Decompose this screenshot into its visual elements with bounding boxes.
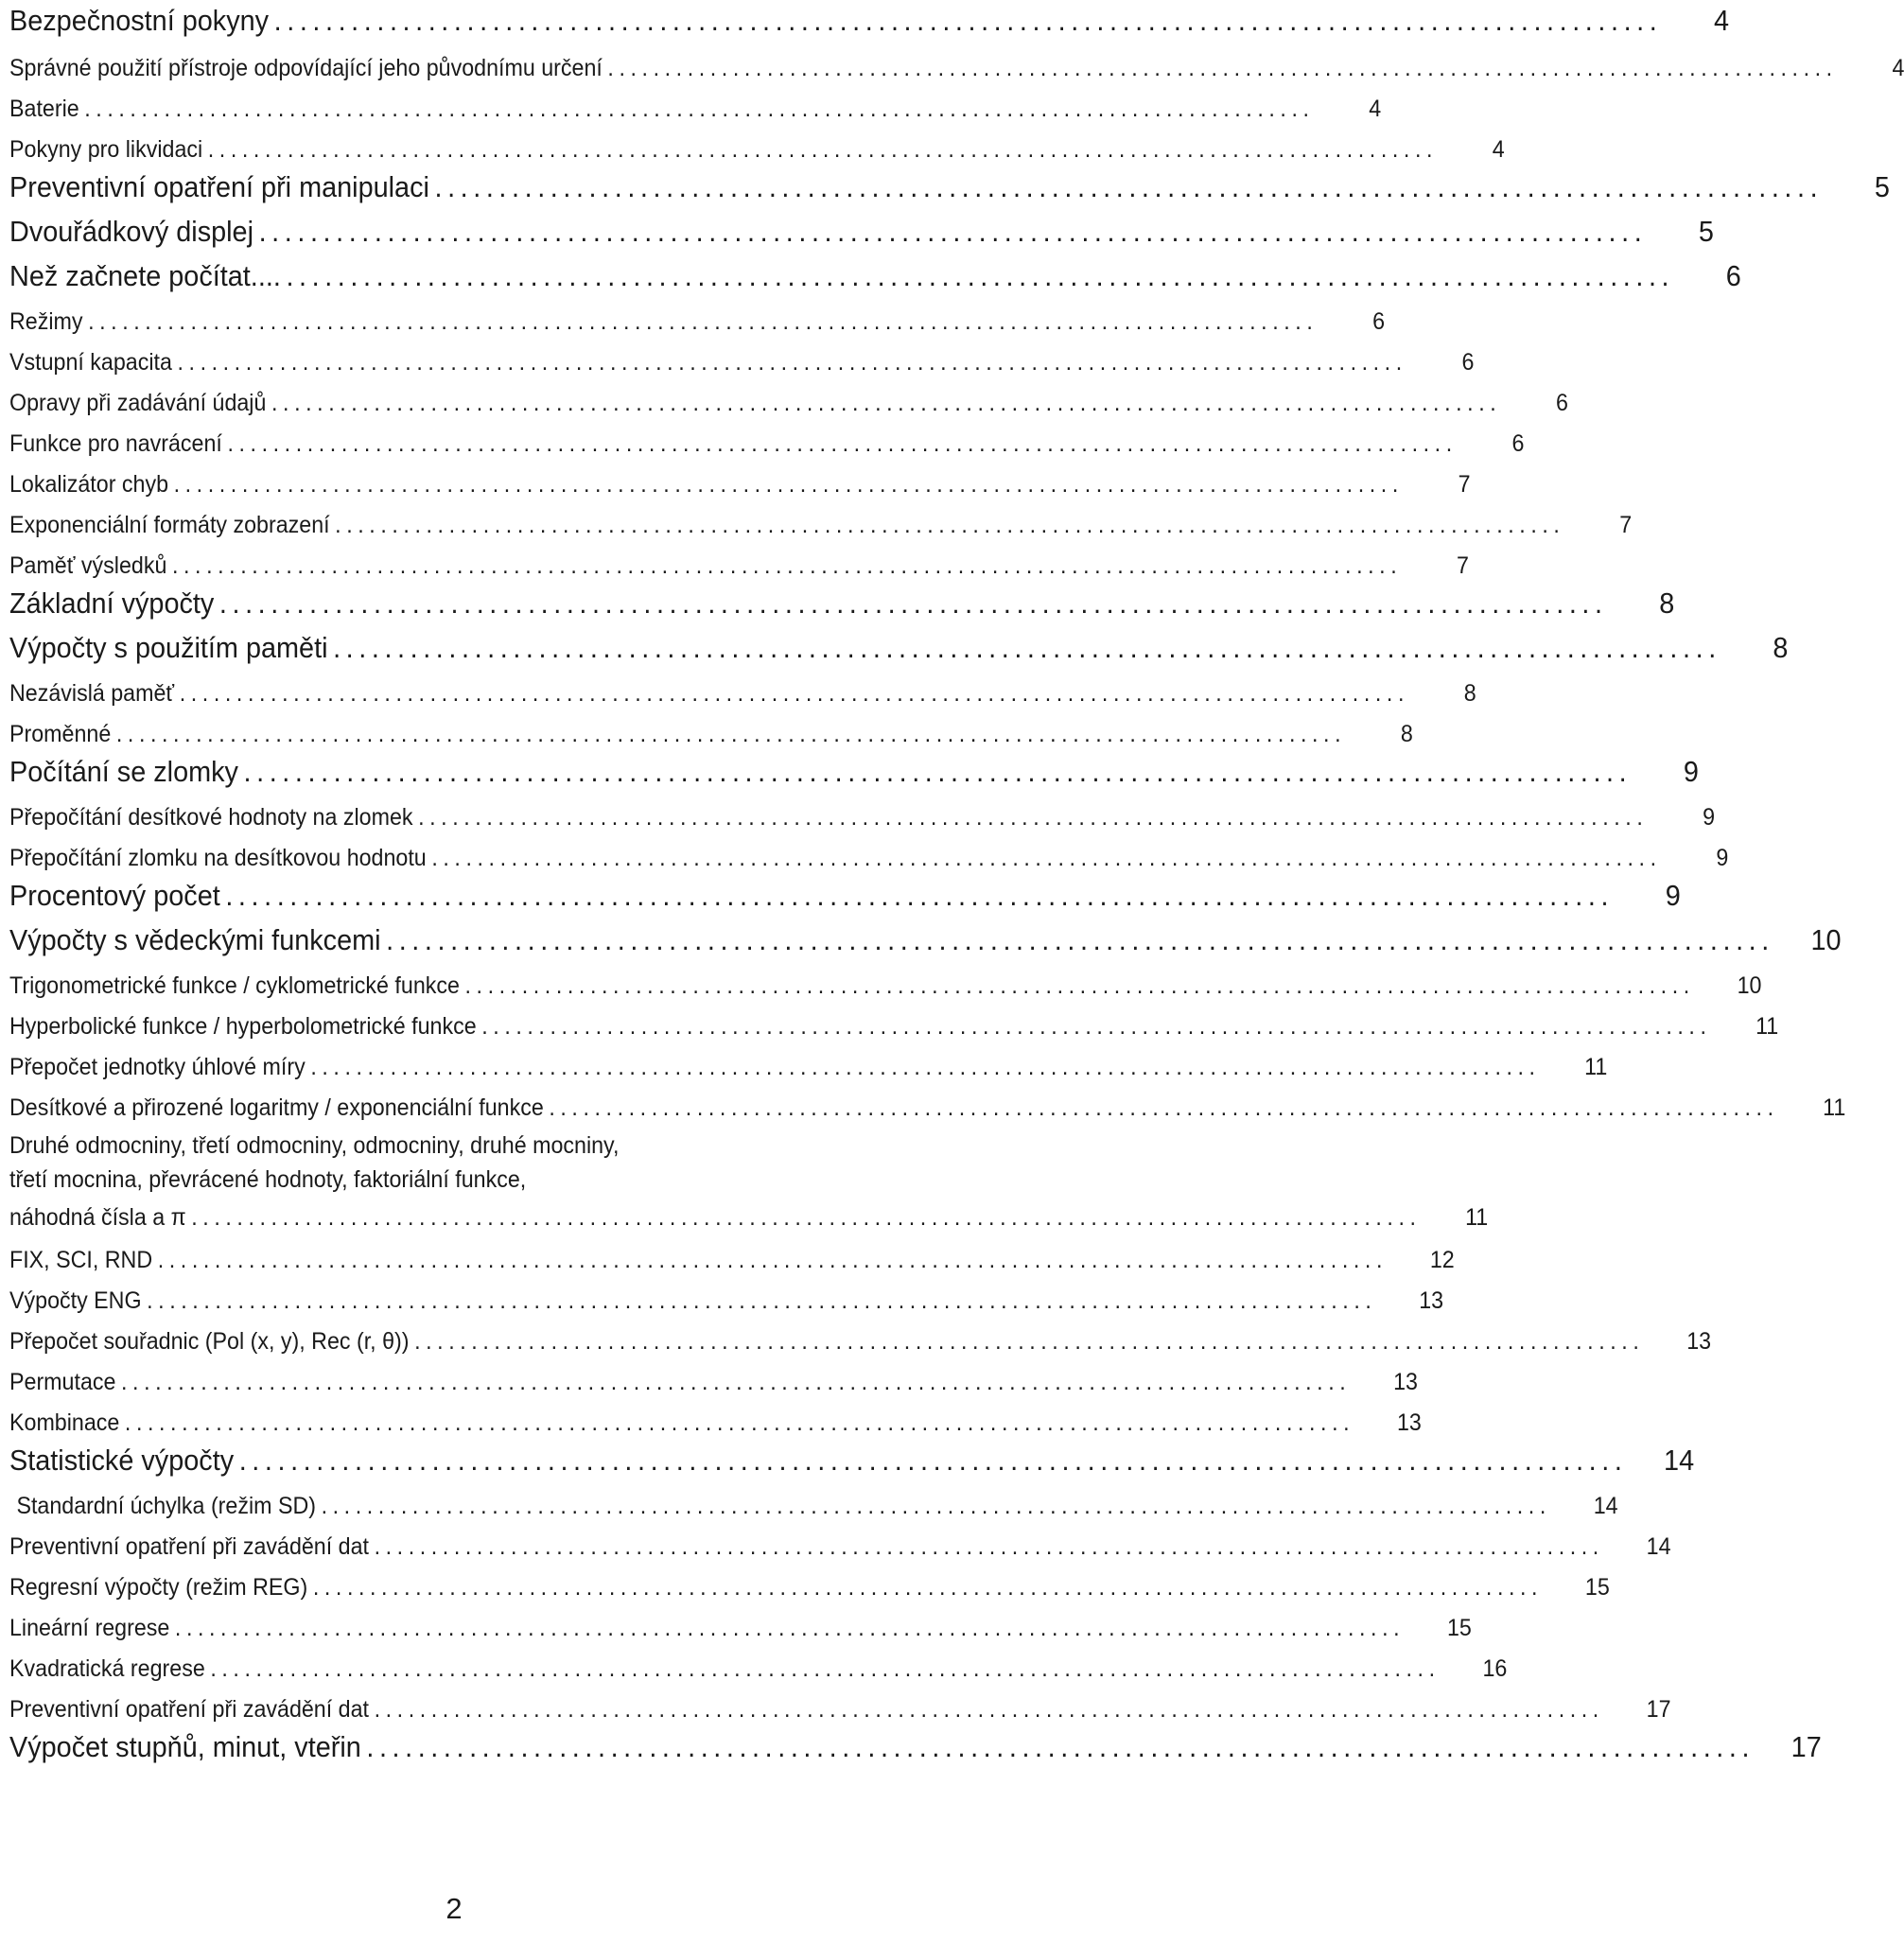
toc-entry-title: Nezávislá paměť bbox=[9, 680, 175, 707]
toc-entry-leader: ............................................................................................................ bbox=[225, 879, 1615, 912]
toc-entry-leader: ............................................................................................................ bbox=[310, 1054, 1541, 1080]
toc-entry-title: Preventivní opatření při zavádění dat bbox=[9, 1696, 369, 1723]
toc-entry-page: 13 bbox=[1419, 1287, 1444, 1314]
toc-entry-title: Pokyny pro likvidaci bbox=[9, 136, 203, 163]
toc-entry-leader: ............................................................................................................ bbox=[333, 631, 1721, 664]
toc-entry bbox=[9, 85, 1382, 123]
toc-entry-title: Hyperbolické funkce / hyperbolometrické funkce bbox=[9, 1013, 477, 1040]
toc-entry-page: 15 bbox=[1584, 1574, 1610, 1601]
toc-entry-page: 8 bbox=[1463, 680, 1476, 707]
toc-entry bbox=[9, 126, 1505, 164]
toc-entry-leader: ............................................................................................................ bbox=[174, 1615, 1406, 1641]
toc-entry bbox=[9, 1358, 1418, 1396]
toc-entry-leader: ............................................................................................................ bbox=[312, 1574, 1544, 1601]
toc-entry-page: 6 bbox=[1511, 430, 1525, 457]
toc-entry-page: 8 bbox=[1659, 586, 1675, 620]
toc-entry-leader: ............................................................................................................ bbox=[366, 1730, 1756, 1763]
toc-entry-page: 12 bbox=[1429, 1247, 1455, 1273]
toc-entry bbox=[9, 1318, 1712, 1356]
toc-entry bbox=[9, 751, 1699, 789]
toc-entry-leader: ............................................................................................................ bbox=[386, 923, 1774, 956]
toc-entry-leader: ............................................................................................................ bbox=[157, 1247, 1389, 1273]
toc-entry-page: 5 bbox=[1698, 215, 1714, 248]
toc-entry-leader: ............................................................................................................ bbox=[173, 471, 1404, 498]
toc-entry bbox=[9, 211, 1714, 249]
toc-entry-multiline bbox=[9, 1129, 824, 1197]
toc-entry bbox=[9, 1645, 1508, 1683]
toc-entry-title: Permutace bbox=[9, 1369, 116, 1395]
toc-entry-leader: ............................................................................................................ bbox=[191, 1204, 1422, 1231]
toc-entry-page: 4 bbox=[1369, 96, 1382, 122]
toc-entry-title: Preventivní opatření při zavádění dat bbox=[9, 1533, 369, 1560]
toc-entry bbox=[9, 298, 1386, 336]
toc-entry-title: Lokalizátor chyb bbox=[9, 471, 169, 498]
toc-entry-title: Vstupní kapacita bbox=[9, 349, 172, 376]
toc-entry-title: Přepočítání zlomku na desítkovou hodnotu bbox=[9, 845, 427, 871]
toc-entry-title: Procentový počet bbox=[9, 879, 220, 912]
toc-entry-leader: ............................................................................................................ bbox=[273, 4, 1663, 37]
toc-entry bbox=[9, 1236, 1455, 1274]
toc-entry bbox=[9, 420, 1525, 458]
toc-entry bbox=[9, 1523, 1671, 1561]
toc-entry-title: Baterie bbox=[9, 96, 79, 122]
toc-entry bbox=[9, 1604, 1472, 1642]
toc-entry bbox=[9, 379, 1568, 417]
toc-entry bbox=[9, 1564, 1610, 1602]
toc-entry-page: 9 bbox=[1665, 879, 1681, 912]
toc-entry bbox=[9, 627, 1789, 665]
toc-entry-page: 7 bbox=[1458, 471, 1471, 498]
toc-entry-leader: ............................................................................................................ bbox=[321, 1493, 1551, 1519]
toc-entry-leader: ............................................................................................................ bbox=[115, 721, 1347, 747]
toc-entry-title: Počítání se zlomky bbox=[9, 755, 238, 788]
toc-entry-page: 8 bbox=[1400, 721, 1413, 747]
toc-entry-leader: ............................................................................................................ bbox=[121, 1369, 1352, 1395]
toc-entry-title: Statistické výpočty bbox=[9, 1444, 235, 1477]
toc-entry-leader: ............................................................................................................ bbox=[286, 259, 1675, 292]
toc-entry-title: Režimy bbox=[9, 308, 83, 335]
toc-entry-leader: ............................................................................................................ bbox=[177, 349, 1407, 376]
toc-entry-title: Kombinace bbox=[9, 1409, 120, 1436]
toc-entry-page: 6 bbox=[1725, 259, 1741, 292]
toc-entry bbox=[9, 1277, 1444, 1315]
toc-entry-page: 6 bbox=[1372, 308, 1386, 335]
toc-entry-page: 4 bbox=[1492, 136, 1505, 163]
toc-entry-leader: ............................................................................................................ bbox=[84, 96, 1315, 122]
toc-entry-page: 11 bbox=[1756, 1013, 1779, 1040]
page-number: 2 bbox=[445, 1892, 463, 1925]
toc-entry-title: Regresní výpočty (režim REG) bbox=[9, 1574, 308, 1601]
toc-entry-page: 11 bbox=[1823, 1094, 1846, 1121]
toc-entry-title: Přepočítání desítkové hodnoty na zlomek bbox=[9, 804, 413, 831]
toc-entry bbox=[9, 542, 1469, 580]
toc-entry-title: Než začnete počítat.... bbox=[9, 259, 281, 292]
toc-entry-page: 15 bbox=[1446, 1615, 1472, 1641]
toc-entry-leader: ............................................................................................................ bbox=[210, 1655, 1441, 1682]
toc-entry bbox=[9, 255, 1741, 293]
toc-entry-leader: ............................................................................................................ bbox=[418, 804, 1649, 831]
toc-entry bbox=[9, 1003, 1779, 1041]
toc-entry-leader: ............................................................................................................ bbox=[238, 1444, 1628, 1477]
toc-entry-page: 5 bbox=[1874, 170, 1890, 203]
toc-entry-title: Kvadratická regrese bbox=[9, 1655, 205, 1682]
toc-entry-leader: ............................................................................................................ bbox=[218, 586, 1608, 620]
toc-entry bbox=[9, 1482, 1618, 1520]
toc-entry-page: 14 bbox=[1646, 1533, 1671, 1560]
toc-entry bbox=[9, 166, 1890, 204]
toc-entry-title: Výpočty s použitím paměti bbox=[9, 631, 328, 664]
toc-entry-page: 10 bbox=[1810, 923, 1842, 956]
toc-entry-leader: ............................................................................................................ bbox=[124, 1409, 1355, 1436]
toc-entry-page: 4 bbox=[1892, 55, 1904, 81]
toc-entry-page: 7 bbox=[1619, 512, 1633, 538]
toc-entry-leader: ............................................................................................................ bbox=[271, 390, 1502, 416]
toc-entry-title: Výpočet stupňů, minut, vteřin bbox=[9, 1730, 361, 1763]
toc-entry-leader: ............................................................................................................ bbox=[414, 1328, 1645, 1355]
toc-entry bbox=[9, 339, 1475, 376]
toc-entry-page: 13 bbox=[1686, 1328, 1712, 1355]
toc-entry-title: Lineární regrese bbox=[9, 1615, 170, 1641]
toc-entry-leader: ............................................................................................................ bbox=[88, 308, 1319, 335]
toc-entry-page: 16 bbox=[1482, 1655, 1508, 1682]
toc-entry-leader: ............................................................................................................ bbox=[147, 1287, 1377, 1314]
toc-entry-title: Přepočet souřadnic (Pol (x, y), Rec (r, θ)) bbox=[9, 1328, 410, 1355]
toc-entry bbox=[9, 583, 1675, 621]
toc-entry-title: Trigonometrické funkce / cyklometrické funkce bbox=[9, 972, 460, 999]
toc-entry-leader: ............................................................................................................ bbox=[549, 1094, 1779, 1121]
toc-entry-page: 13 bbox=[1393, 1369, 1418, 1395]
toc-entry-leader: ............................................................................................................ bbox=[335, 512, 1565, 538]
toc-entry-page: 17 bbox=[1646, 1696, 1671, 1723]
toc-entry-title: Desítkové a přirozené logaritmy / exponenciální funkce bbox=[9, 1094, 544, 1121]
toc-entry-page: 6 bbox=[1461, 349, 1475, 376]
toc-entry-leader: ............................................................................................................ bbox=[464, 972, 1695, 999]
toc-entry bbox=[9, 670, 1476, 708]
toc-entry-page: 6 bbox=[1556, 390, 1568, 416]
toc-entry-page: 9 bbox=[1716, 845, 1729, 871]
toc-entry-leader: ............................................................................................................ bbox=[374, 1696, 1604, 1723]
toc-entry-leader: ............................................................................................................ bbox=[431, 845, 1662, 871]
toc-entry-title: Bezpečnostní pokyny bbox=[9, 4, 270, 37]
toc-entry bbox=[9, 1084, 1846, 1122]
toc-entry bbox=[9, 919, 1842, 957]
toc-entry-page: 4 bbox=[1713, 4, 1730, 37]
toc-entry-title: Exponenciální formáty zobrazení bbox=[9, 512, 330, 538]
toc-entry bbox=[9, 794, 1716, 831]
toc-entry-leader: ............................................................................................................ bbox=[258, 215, 1648, 248]
toc-entry-leader: ............................................................................................................ bbox=[227, 430, 1458, 457]
toc-entry-page: 17 bbox=[1790, 1730, 1822, 1763]
toc-entry-page: 9 bbox=[1703, 804, 1716, 831]
toc-entry-page: 10 bbox=[1737, 972, 1762, 999]
toc-entry-page: 11 bbox=[1465, 1204, 1489, 1231]
toc-entry-title: Dvouřádkový displej bbox=[9, 215, 254, 248]
toc-entry-leader: ............................................................................................................ bbox=[481, 1013, 1712, 1040]
toc-entry-page: 13 bbox=[1397, 1409, 1422, 1436]
toc-entry-title: Výpočty s vědeckými funkcemi bbox=[9, 923, 381, 956]
toc-entry bbox=[9, 1043, 1608, 1081]
toc-entry-line: Druhé odmocniny, třetí odmocniny, odmocniny, druhé mocniny, bbox=[9, 1132, 620, 1159]
toc-entry-title: Funkce pro navrácení bbox=[9, 430, 222, 457]
toc-entry-leader: ............................................................................................................ bbox=[434, 170, 1824, 203]
toc-entry bbox=[9, 1194, 1489, 1232]
toc-entry bbox=[9, 962, 1762, 1000]
toc-entry-title: Opravy při zadávání údajů bbox=[9, 390, 267, 416]
toc-entry bbox=[9, 44, 1904, 82]
toc-entry bbox=[9, 0, 1730, 38]
toc-entry bbox=[9, 834, 1729, 872]
toc-entry-leader: ............................................................................................................ bbox=[179, 680, 1409, 707]
toc-entry-title: FIX, SCI, RND bbox=[9, 1247, 153, 1273]
toc-entry bbox=[9, 461, 1471, 499]
toc-entry-title: Základní výpočty bbox=[9, 586, 215, 620]
toc-entry-page: 8 bbox=[1773, 631, 1789, 664]
toc-entry-page: 14 bbox=[1664, 1444, 1695, 1477]
toc-entry-page: 9 bbox=[1683, 755, 1699, 788]
toc-entry-title: Výpočty ENG bbox=[9, 1287, 142, 1314]
toc-entry bbox=[9, 1726, 1822, 1764]
toc-entry-leader: ............................................................................................................ bbox=[607, 55, 1838, 81]
toc-entry-leader: ............................................................................................................ bbox=[243, 755, 1633, 788]
toc-entry bbox=[9, 1399, 1422, 1437]
toc-entry-title: Paměť výsledků bbox=[9, 552, 167, 579]
toc-entry-title: náhodná čísla a π bbox=[9, 1204, 186, 1231]
toc-entry bbox=[9, 710, 1413, 748]
toc-entry-leader: ............................................................................................................ bbox=[171, 552, 1403, 579]
toc-entry bbox=[9, 501, 1633, 539]
toc-entry bbox=[9, 1440, 1695, 1478]
toc-entry-page: 11 bbox=[1584, 1054, 1608, 1080]
toc-entry-title: Proměnné bbox=[9, 721, 112, 747]
toc-entry bbox=[9, 1686, 1671, 1724]
toc-entry-page: 14 bbox=[1593, 1493, 1618, 1519]
toc-entry-leader: ............................................................................................................ bbox=[207, 136, 1439, 163]
toc-entry-title: Preventivní opatření při manipulaci bbox=[9, 170, 429, 203]
toc-entry-leader: ............................................................................................................ bbox=[374, 1533, 1604, 1560]
toc-entry-page: 7 bbox=[1456, 552, 1469, 579]
toc-entry-title: Přepočet jednotky úhlové míry bbox=[9, 1054, 306, 1080]
toc-entry-title: Standardní úchylka (režim SD) bbox=[16, 1493, 317, 1519]
toc-entry-title: Správné použití přístroje odpovídající jeho původnímu určení bbox=[9, 55, 603, 81]
toc-entry-line: třetí mocnina, převrácené hodnoty, faktoriální funkce, bbox=[9, 1166, 527, 1193]
toc-entry bbox=[9, 875, 1681, 913]
